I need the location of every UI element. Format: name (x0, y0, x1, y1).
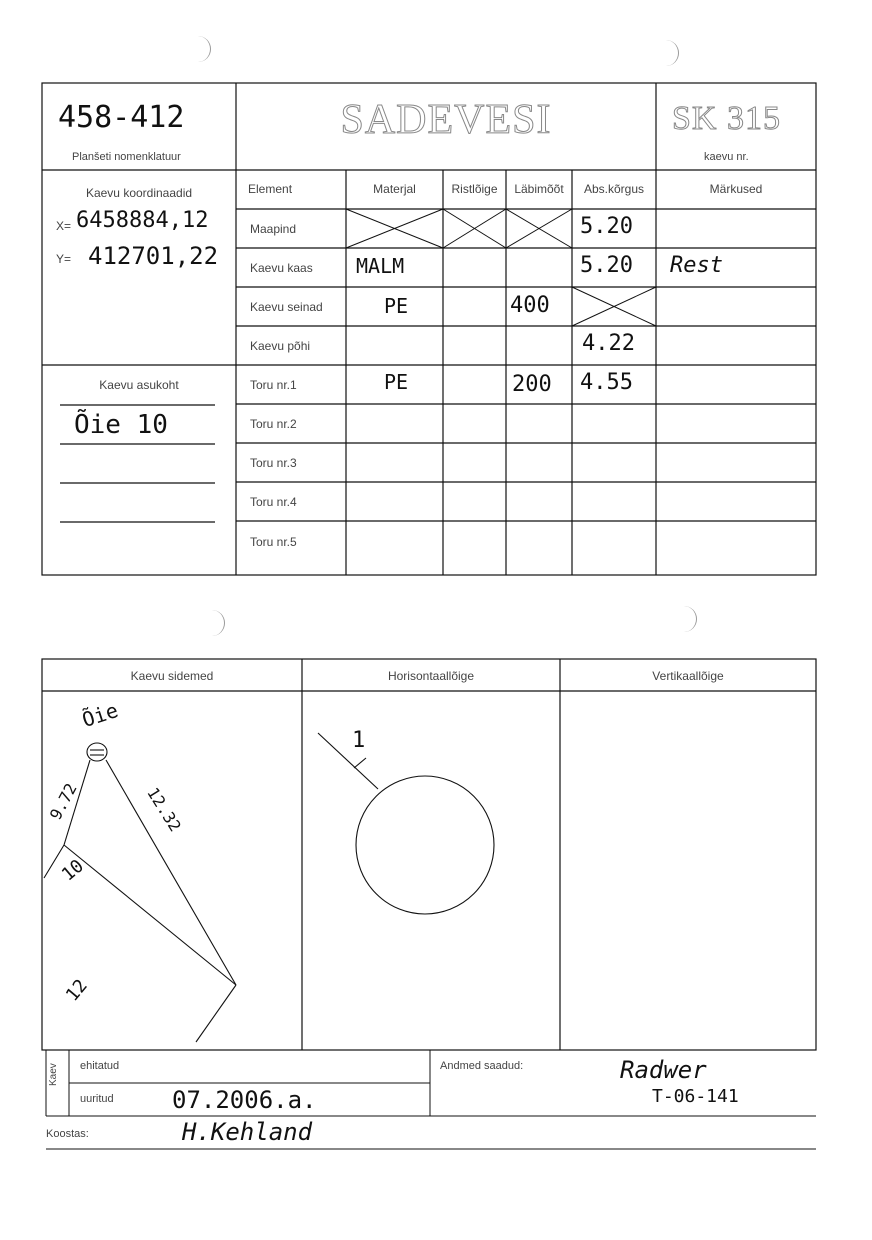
coordinates-label: Kaevu koordinaadid (85, 186, 193, 200)
built-label: ehitatud (80, 1060, 120, 1072)
x-coordinate-value: 6458884,12 (76, 208, 209, 233)
row-abs-value: 4.22 (582, 331, 635, 356)
x-label: X= (56, 219, 72, 233)
sketch-distance-1: 9.72 (45, 780, 81, 823)
row-element-label: Toru nr.4 (250, 495, 297, 509)
pipe-number-label: 1 (352, 728, 366, 753)
col-header-element: Element (248, 182, 293, 196)
row-abs-value: 5.20 (580, 253, 633, 278)
sketch-street-label: Õie (79, 698, 121, 732)
well-ties-header: Kaevu sidemed (130, 669, 214, 683)
location-value: Õie 10 (74, 410, 168, 440)
col-header-notes: Märkused (709, 182, 763, 196)
compiled-by-label: Koostas: (46, 1128, 89, 1140)
row-element-label: Toru nr.1 (250, 378, 297, 392)
horizontal-section-drawing (318, 733, 494, 914)
row-element-label: Kaevu kaas (250, 261, 313, 275)
data-received-label: Andmed saadud: (440, 1060, 524, 1072)
sketch-house-number-2: 12 (61, 975, 92, 1006)
form-title: SADEVESI (340, 97, 552, 143)
row-material-value: MALM (356, 254, 405, 278)
measured-date-value: 07.2006.a. (172, 1086, 317, 1114)
row-abs-value: 5.20 (580, 214, 633, 239)
col-header-cross-section: Ristlõige (451, 182, 498, 196)
row-element-label: Kaevu põhi (250, 339, 311, 353)
sketch-distance-2: 12.32 (143, 784, 185, 835)
well-side-label: Kaev (48, 1063, 59, 1086)
row-element-label: Kaevu seinad (250, 300, 323, 314)
row-notes-value: Rest (670, 253, 723, 278)
well-number-label: kaevu nr. (704, 151, 749, 163)
row-element-label: Toru nr.2 (250, 417, 297, 431)
row-element-label: Toru nr.5 (250, 535, 297, 549)
row-abs-value: 4.55 (580, 370, 633, 395)
sketch-house-number-1: 10 (57, 855, 88, 886)
row-diameter-value: 400 (510, 293, 550, 318)
row-element-label: Toru nr.3 (250, 456, 297, 470)
data-received-code: T-06-141 (652, 1086, 739, 1107)
row-material-value: PE (384, 370, 409, 394)
col-header-diameter: Läbimõõt (514, 182, 564, 196)
nomenclature-value: 458-412 (58, 100, 185, 135)
y-coordinate-value: 412701,22 (88, 242, 219, 270)
row-element-label: Maapind (250, 222, 297, 236)
row-material-value: PE (384, 294, 409, 318)
nomenclature-label: Planšeti nomenklatuur (72, 151, 181, 163)
measured-label: uuritud (80, 1093, 114, 1105)
row-diameter-value: 200 (512, 372, 552, 397)
y-label: Y= (56, 252, 72, 266)
well-number-value: SK 315 (672, 100, 781, 137)
compiled-by-signature: H.Kehland (182, 1118, 313, 1146)
vertical-section-header: Vertikaallõige (652, 669, 724, 683)
data-received-value: Radwer (620, 1056, 707, 1084)
col-header-material: Materjal (373, 182, 416, 196)
col-header-abs-height: Abs.kõrgus (583, 182, 645, 196)
location-label: Kaevu asukoht (99, 378, 179, 392)
horizontal-section-header: Horisontaallõige (387, 669, 475, 683)
